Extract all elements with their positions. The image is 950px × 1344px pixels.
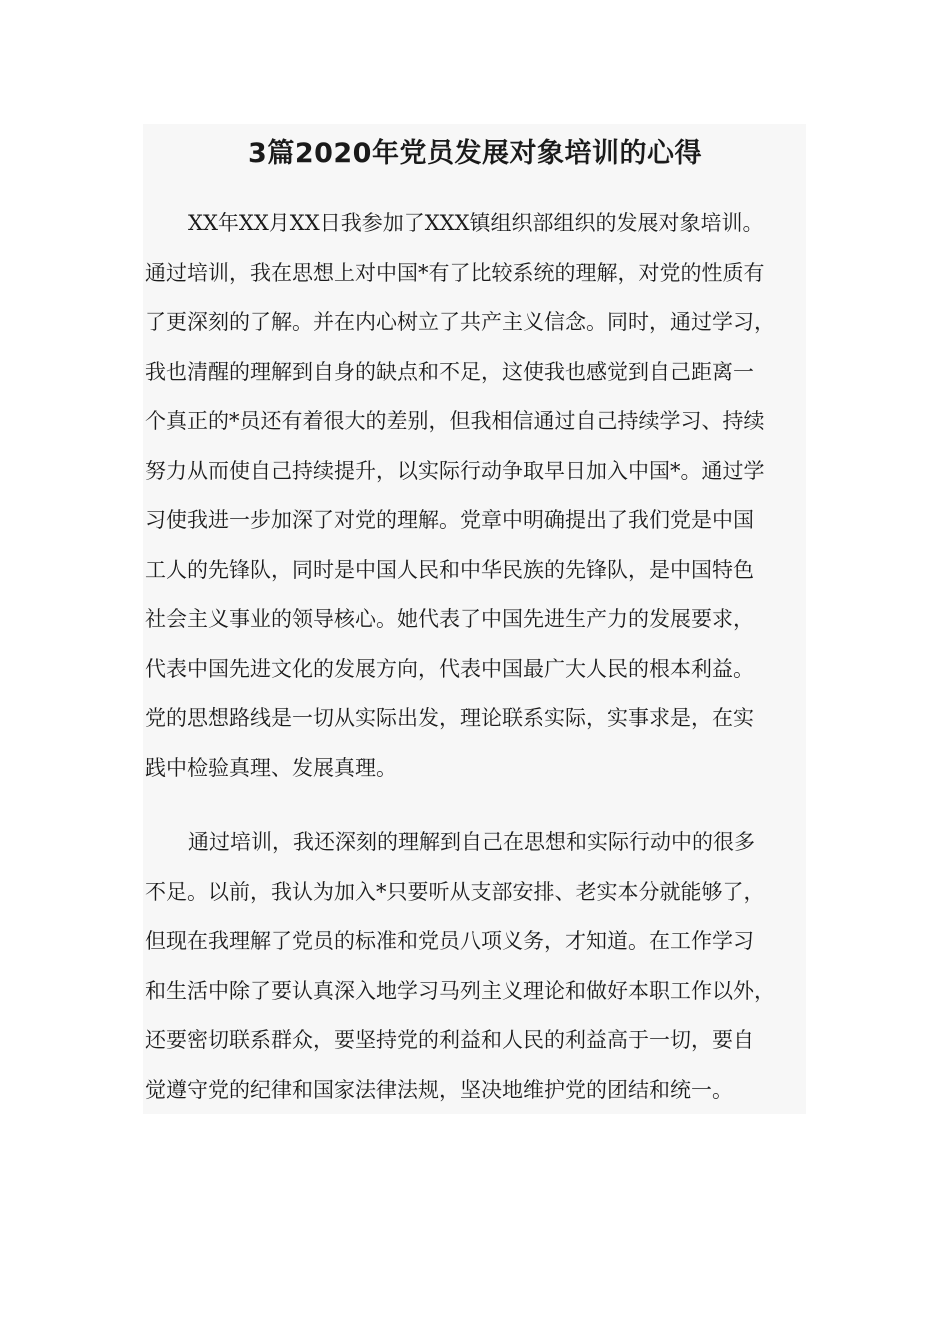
paragraph-line: 我也清醒的理解到自身的缺点和不足，这使我也感觉到自己距离一: [145, 360, 754, 384]
document-title: 3篇2020年党员发展对象培训的心得: [248, 138, 702, 169]
paragraph-line: 通过培训，我还深刻的理解到自己在思想和实际行动中的很多: [188, 830, 755, 854]
paragraph-line: 但现在我理解了党员的标准和党员八项义务，才知道。在工作学习: [145, 929, 754, 953]
paragraph-line: 觉遵守党的纪律和国家法律法规，坚决地维护党的团结和统一。: [145, 1078, 733, 1102]
paragraph-line: XX年XX月XX日我参加了XXX镇组织部组织的发展对象培训。: [188, 211, 764, 235]
paragraph-line: 党的思想路线是一切从实际出发，理论联系实际，实事求是，在实: [145, 706, 754, 730]
paragraph-line: 通过培训，我在思想上对中国*有了比较系统的理解，对党的性质有: [145, 261, 765, 285]
paragraph-line: 还要密切联系群众，要坚持党的利益和人民的利益高于一切，要自: [145, 1028, 754, 1052]
paragraph-line: 个真正的*员还有着很大的差别，但我相信通过自己持续学习、持续: [145, 409, 765, 433]
paragraph-line: 代表中国先进文化的发展方向，代表中国最广大人民的根本利益。: [145, 657, 754, 681]
paragraph-line: 工人的先锋队，同时是中国人民和中华民族的先锋队，是中国特色: [145, 558, 754, 582]
paragraph-line: 了更深刻的了解。并在内心树立了共产主义信念。同时，通过学习，: [145, 310, 775, 334]
paragraph-line: 社会主义事业的领导核心。她代表了中国先进生产力的发展要求，: [145, 607, 754, 631]
paragraph-line: 和生活中除了要认真深入地学习马列主义理论和做好本职工作以外，: [145, 979, 775, 1003]
paragraph-line: 习使我进一步加深了对党的理解。党章中明确提出了我们党是中国: [145, 508, 754, 532]
paragraph-line: 践中检验真理、发展真理。: [145, 756, 397, 780]
paragraph-line: 不足。以前，我认为加入*只要听从支部安排、老实本分就能够了，: [145, 880, 765, 904]
paragraph-line: 努力从而使自己持续提升，以实际行动争取早日加入中国*。通过学: [145, 459, 765, 483]
